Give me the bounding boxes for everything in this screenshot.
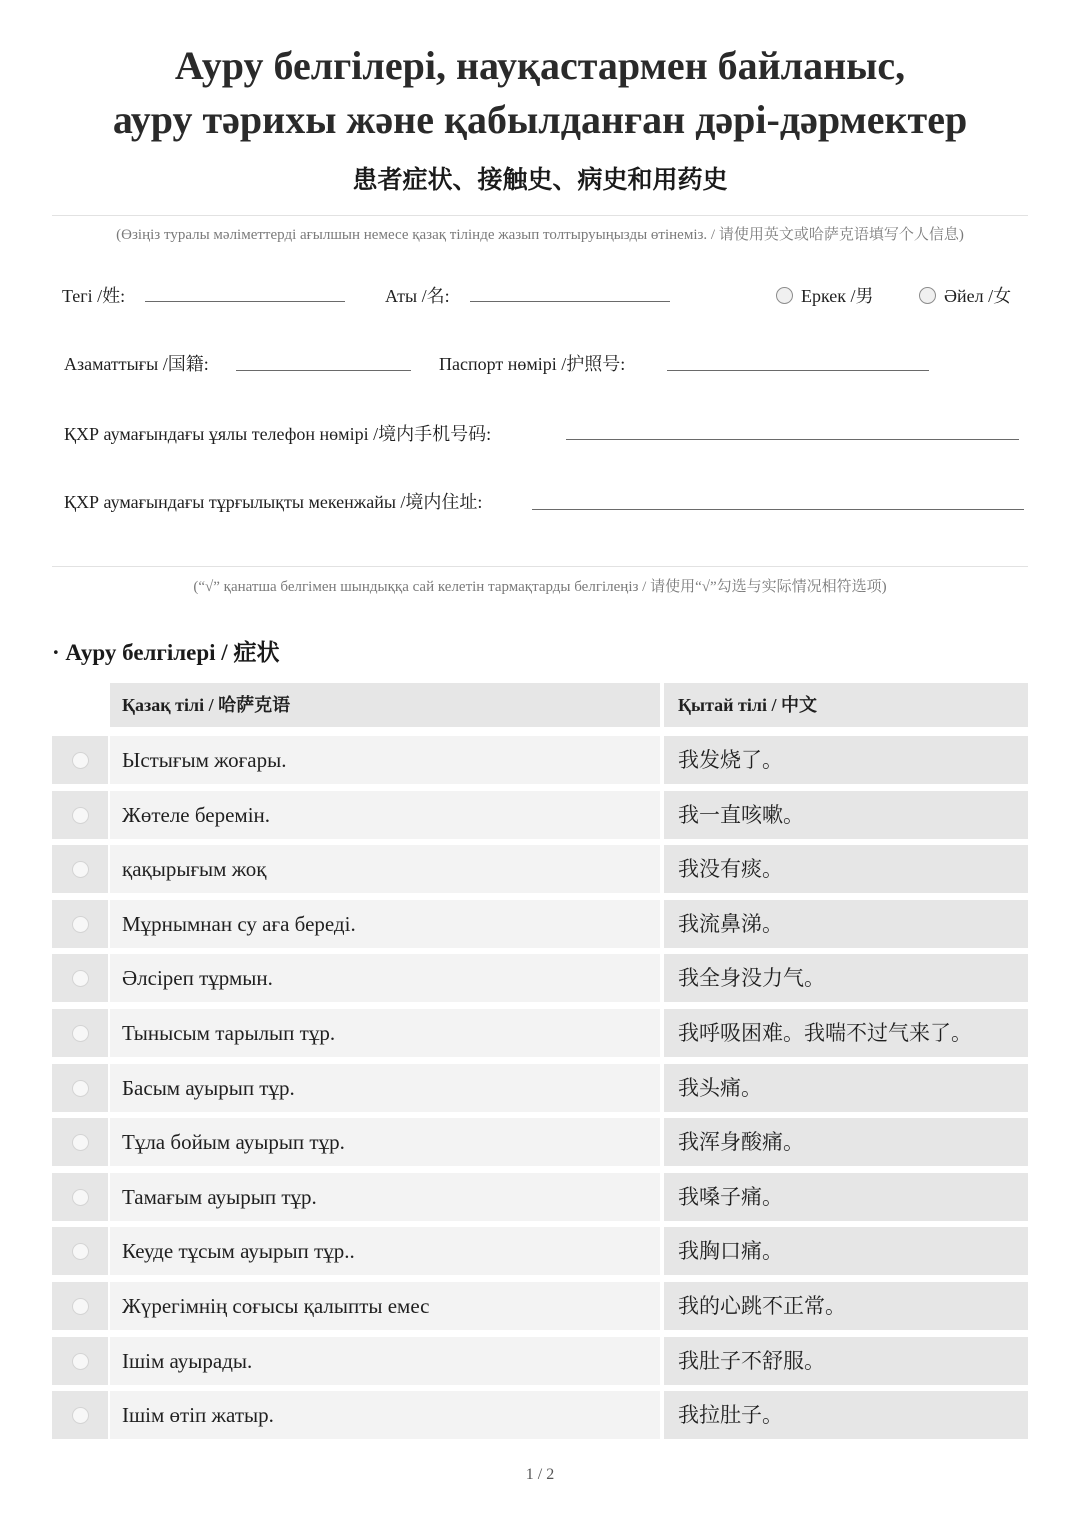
symptom-chinese: 我没有痰。 (664, 845, 1028, 893)
symptoms-section-title: · Ауру белгілері / 症状 (52, 640, 280, 665)
divider-middle (52, 566, 1028, 567)
symptom-chinese: 我头痛。 (664, 1064, 1028, 1112)
nationality-label: Азаматтығы /国籍: (64, 354, 209, 374)
gender-female-option[interactable] (919, 282, 1011, 308)
row-checkbox[interactable] (52, 1173, 108, 1221)
row-checkbox[interactable] (52, 845, 108, 893)
radio-male[interactable] (776, 287, 793, 304)
row-checkbox[interactable] (52, 954, 108, 1002)
checkbox-circle-icon (72, 1298, 89, 1315)
row-checkbox[interactable] (52, 1337, 108, 1385)
passport-input-line[interactable] (667, 370, 929, 371)
radio-female[interactable] (919, 287, 936, 304)
row-checkbox[interactable] (52, 1064, 108, 1112)
nationality-input-line[interactable] (236, 370, 411, 371)
subtitle-chinese: 患者症状、接触史、病史和用药史 (352, 167, 728, 194)
surname-input-line[interactable] (145, 301, 345, 302)
table-header (52, 683, 1028, 727)
header-chinese: Қытай тілі / 中文 (664, 683, 1028, 727)
symptom-kazakh: қақырығым жоқ (110, 845, 660, 893)
symptom-kazakh: Ыстығым жоғары. (110, 736, 660, 784)
symptom-chinese: 我肚子不舒服。 (664, 1337, 1028, 1385)
row-checkbox[interactable] (52, 736, 108, 784)
symptom-kazakh: Әлсіреп тұрмын. (110, 954, 660, 1002)
row-checkbox[interactable] (52, 900, 108, 948)
table-row (52, 845, 1028, 893)
table-row (52, 1009, 1028, 1057)
symptom-kazakh: Тұла бойым ауырып тұр. (110, 1118, 660, 1166)
symptom-kazakh: Ішім өтіп жатыр. (110, 1391, 660, 1439)
checkbox-circle-icon (72, 970, 89, 987)
symptom-chinese: 我胸口痛。 (664, 1227, 1028, 1275)
checkbox-circle-icon (72, 861, 89, 878)
symptom-kazakh: Тамағым ауырып тұр. (110, 1173, 660, 1221)
header-kazakh: Қазақ тілі / 哈萨克语 (110, 683, 660, 727)
row-checkbox[interactable] (52, 1009, 108, 1057)
title-line-1: Ауру белгілері, науқастармен байланыс, (174, 43, 906, 88)
symptom-chinese: 我拉肚子。 (664, 1391, 1028, 1439)
table-row (52, 900, 1028, 948)
symptom-chinese: 我浑身酸痛。 (664, 1118, 1028, 1166)
row-checkbox[interactable] (52, 1391, 108, 1439)
checkbox-circle-icon (72, 1189, 89, 1206)
checkbox-circle-icon (72, 807, 89, 824)
checkbox-circle-icon (72, 1134, 89, 1151)
divider-top (52, 215, 1028, 216)
phone-input-line[interactable] (566, 439, 1019, 440)
symptom-kazakh: Ішім ауырады. (110, 1337, 660, 1385)
phone-label: ҚХР аумағындағы ұялы телефон нөмірі /境内手机号码: (64, 424, 492, 444)
symptom-chinese: 我一直咳嗽。 (664, 791, 1028, 839)
table-row (52, 1227, 1028, 1275)
checkbox-circle-icon (72, 1243, 89, 1260)
address-label: ҚХР аумағындағы тұрғылықты мекенжайы /境内住址: (64, 492, 483, 512)
symptom-kazakh: Кеуде тұсым ауырып тұр.. (110, 1227, 660, 1275)
table-row (52, 1391, 1028, 1439)
checkbox-circle-icon (72, 1353, 89, 1370)
checkbox-circle-icon (72, 1407, 89, 1424)
row-checkbox[interactable] (52, 1282, 108, 1330)
symptom-kazakh: Мұрнымнан су аға береді. (110, 900, 660, 948)
symptoms-table (52, 683, 1028, 1428)
female-label: Әйел /女 (944, 286, 1012, 306)
surname-label: Тегі /姓: (62, 286, 126, 306)
address-input-line[interactable] (532, 509, 1024, 510)
row-checkbox[interactable] (52, 791, 108, 839)
male-label: Еркек /男 (801, 286, 874, 306)
symptom-kazakh: Басым ауырып тұр. (110, 1064, 660, 1112)
checkbox-circle-icon (72, 1080, 89, 1097)
symptom-kazakh: Тынысым тарылып тұр. (110, 1009, 660, 1057)
name-label: Аты /名: (385, 286, 450, 306)
table-row (52, 1282, 1028, 1330)
table-row (52, 1337, 1028, 1385)
check-instruction-note: (“√” қанатша белгімен шындыққа сай келетін тармақтарды белгілеңіз / 请使用“√”勾选与实际情况相符选项) (193, 579, 887, 595)
row-checkbox[interactable] (52, 1118, 108, 1166)
table-row (52, 954, 1028, 1002)
fill-instruction-note: (Өзіңіз туралы мәліметтерді ағылшын немесе қазақ тілінде жазып толтыруыңызды өтінеміз. / 请使用英文或哈萨克语填写个人信息) (116, 227, 964, 243)
table-row (52, 791, 1028, 839)
checkbox-circle-icon (72, 1025, 89, 1042)
table-row (52, 1064, 1028, 1112)
page-number: 1 / 2 (525, 1466, 555, 1483)
symptom-chinese: 我发烧了。 (664, 736, 1028, 784)
table-row (52, 1118, 1028, 1166)
checkbox-circle-icon (72, 916, 89, 933)
table-row (52, 736, 1028, 784)
title-line-2: ауру тәрихы және қабылданған дәрі-дәрмектер (112, 97, 968, 142)
symptom-chinese: 我嗓子痛。 (664, 1173, 1028, 1221)
symptom-chinese: 我流鼻涕。 (664, 900, 1028, 948)
gender-male-option[interactable] (776, 282, 874, 308)
name-input-line[interactable] (470, 301, 670, 302)
symptom-kazakh: Жүрегімнің соғысы қалыпты емес (110, 1282, 660, 1330)
symptom-chinese: 我呼吸困难。我喘不过气来了。 (664, 1009, 1028, 1057)
checkbox-circle-icon (72, 752, 89, 769)
symptom-chinese: 我全身没力气。 (664, 954, 1028, 1002)
symptom-chinese: 我的心跳不正常。 (664, 1282, 1028, 1330)
row-checkbox[interactable] (52, 1227, 108, 1275)
symptom-kazakh: Жөтеле беремін. (110, 791, 660, 839)
passport-label: Паспорт нөмірі /护照号: (439, 354, 626, 374)
table-row (52, 1173, 1028, 1221)
